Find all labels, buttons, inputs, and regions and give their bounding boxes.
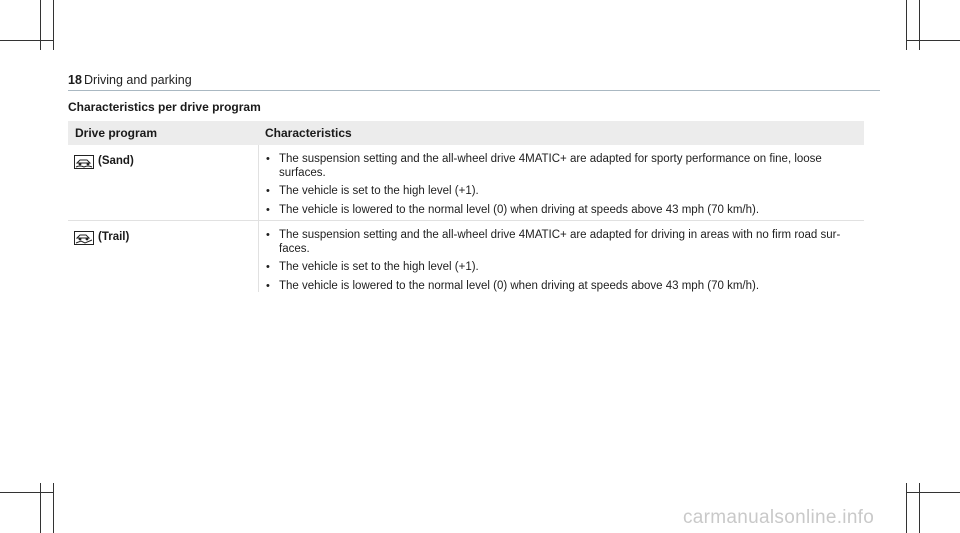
drive-program-label: (Trail) bbox=[98, 231, 130, 243]
crop-mark bbox=[53, 0, 54, 50]
crop-mark bbox=[906, 492, 960, 493]
chapter-title: Driving and parking bbox=[84, 73, 192, 87]
section-title: Characteristics per drive program bbox=[68, 100, 261, 114]
page-number: 18 bbox=[68, 73, 82, 87]
crop-mark bbox=[906, 0, 907, 50]
characteristics-cell bbox=[258, 221, 864, 292]
list-item: • The vehicle is lowered to the normal level (0) when driving at speeds above 43 mph (70 km/h). bbox=[266, 280, 864, 294]
list-item: • The suspension setting and the all-wheel drive 4MATIC+ are adapted for sporty performance on fine, loose surfaces. bbox=[266, 153, 864, 180]
drive-program-label: (Sand) bbox=[98, 155, 134, 167]
column-header-characteristics: Characteristics bbox=[265, 126, 352, 140]
crop-mark bbox=[906, 483, 907, 533]
characteristics-cell bbox=[258, 145, 864, 220]
drive-program-cell bbox=[68, 221, 258, 292]
watermark: carmanualsonline.info bbox=[683, 507, 875, 528]
trail-drive-program-icon bbox=[74, 231, 94, 245]
crop-mark bbox=[919, 0, 920, 50]
list-item: • The vehicle is set to the high level (+1). bbox=[266, 185, 864, 199]
crop-mark bbox=[0, 40, 54, 41]
table-row bbox=[68, 145, 864, 221]
crop-mark bbox=[906, 40, 960, 41]
header-divider bbox=[68, 90, 880, 91]
crop-mark bbox=[0, 492, 54, 493]
table-row bbox=[68, 221, 864, 292]
crop-mark bbox=[40, 0, 41, 50]
crop-mark bbox=[40, 483, 41, 533]
crop-mark bbox=[919, 483, 920, 533]
drive-program-table bbox=[68, 121, 864, 292]
table-header bbox=[68, 121, 864, 145]
list-item: • The vehicle is lowered to the normal level (0) when driving at speeds above 43 mph (70 km/h). bbox=[266, 204, 864, 218]
list-item: • The vehicle is set to the high level (+1). bbox=[266, 261, 864, 275]
crop-mark bbox=[53, 483, 54, 533]
list-item: • The suspension setting and the all-wheel drive 4MATIC+ are adapted for driving in areas with no firm road sur- faces. bbox=[266, 229, 864, 256]
sand-drive-program-icon bbox=[74, 155, 94, 169]
column-header-drive-program: Drive program bbox=[75, 126, 158, 140]
drive-program-cell bbox=[68, 145, 258, 220]
